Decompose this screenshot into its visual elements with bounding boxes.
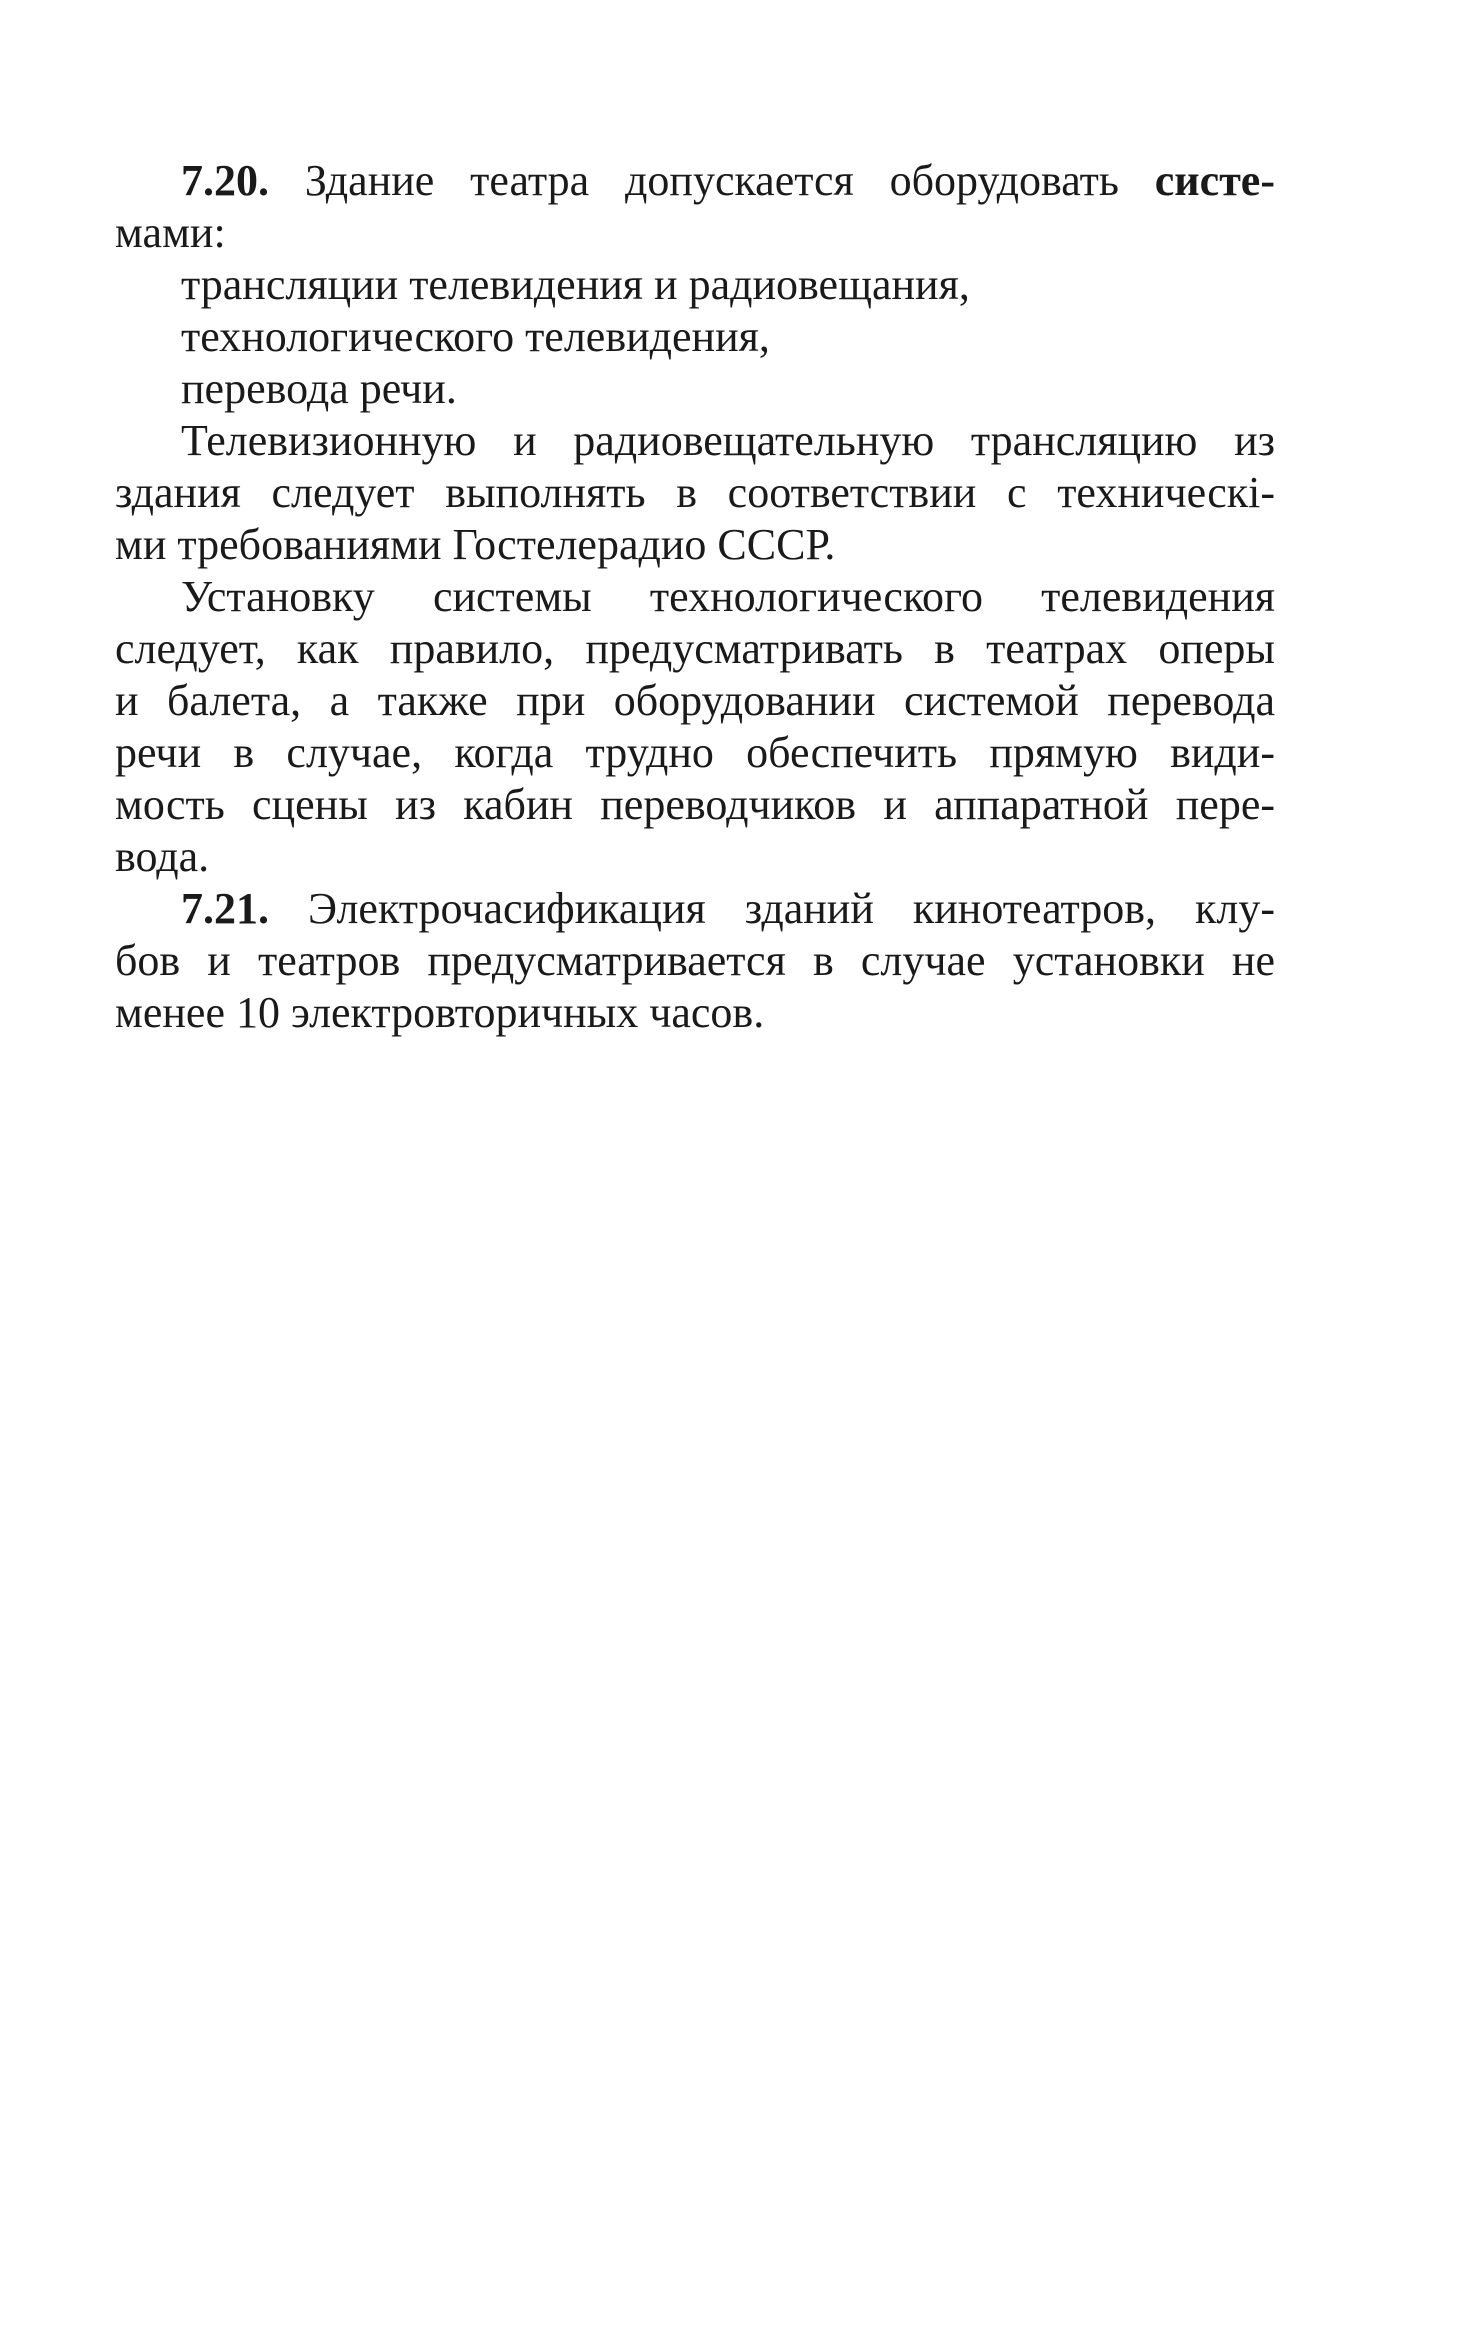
clause-7-20-intro-continuation: мами: — [115, 208, 226, 257]
clause-7-21-line: бов и театров предусматривается в случае установки не — [115, 936, 1275, 985]
clause-7-21-text: Электрочасификация зданий кинотеатров, клу- — [269, 884, 1275, 933]
list-item-broadcast: трансляции телевидения и радиовещания, — [181, 260, 970, 309]
clause-7-20-intro: Здание театра допускается оборудовать — [269, 156, 1155, 205]
paragraph-tech-line: и балета, а также при оборудовании системой перевода — [115, 676, 1275, 725]
clause-7-21-line: менее 10 электровторичных часов. — [115, 988, 765, 1037]
clause-number-7-21: 7.21. — [181, 884, 269, 933]
clause-7-21-first-line — [115, 883, 1275, 935]
paragraph-tech-line: речи в случае, когда трудно обеспечить прямую види- — [115, 728, 1275, 777]
list-item-speech-translation: перевода речи. — [181, 364, 457, 413]
document-text — [115, 155, 1275, 1039]
paragraph-tech-line: вода. — [115, 832, 210, 881]
clause-7-20-intro-hyphenated: систе- — [1154, 156, 1275, 205]
clause-7-20-first-line — [115, 155, 1275, 207]
list-item-tech-tv: технологического телевидения, — [181, 312, 770, 361]
paragraph-tech-line: следует, как правило, предусматривать в театрах оперы — [115, 624, 1275, 673]
clause-number-7-20: 7.20. — [181, 156, 269, 205]
paragraph-tv-line: Телевизионную и радиовещательную трансляцию из — [181, 416, 1275, 465]
paragraph-tv-line: здания следует выполнять в соответствии с техническі- — [115, 468, 1275, 517]
paragraph-tech-line: мость сцены из кабин переводчиков и аппаратной пере- — [115, 780, 1275, 829]
paragraph-tech-line: Установку системы технологического телевидения — [181, 572, 1275, 621]
paragraph-tv-line: ми требованиями Гостелерадио СССР. — [115, 520, 836, 569]
